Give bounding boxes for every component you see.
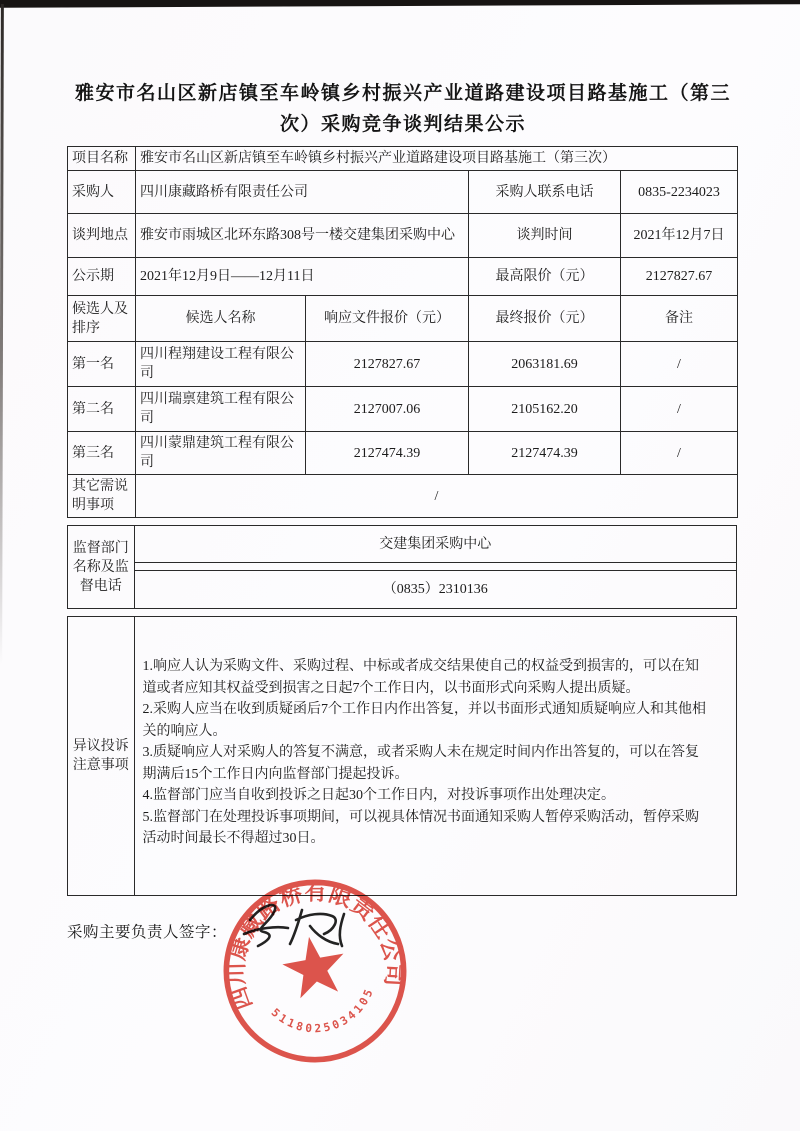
- publicity-value: 2021年12月9日——12月11日: [136, 258, 469, 296]
- venue-value: 雅安市雨城区北环东路308号一楼交建集团采购中心: [136, 214, 469, 258]
- section-divider: [135, 563, 737, 570]
- candidate-name: 四川程翔建设工程有限公司: [136, 342, 306, 387]
- svg-text:5118025034105: [266, 983, 382, 1044]
- candidate-doc-price: 2127007.06: [306, 387, 469, 432]
- purchaser-phone-label: 采购人联系电话: [469, 171, 621, 214]
- objection-item: 4.监督部门应当自收到投诉之日起30个工作日内，对投诉事项作出处理决定。: [142, 788, 615, 804]
- candidate-remark: /: [621, 432, 738, 475]
- objection-item: 5.监督部门在处理投诉事项期间，可以视具体情况书面通知采购人暂停采购活动，暂停采购活动时间最长不得超过30日。: [142, 809, 699, 847]
- candidate-remark: /: [621, 387, 738, 432]
- supervisor-section: [67, 525, 737, 609]
- table-row-candidate-3: [68, 432, 738, 475]
- candidate-name: 四川瑞禀建筑工程有限公司: [136, 387, 306, 432]
- table-row-project: [68, 147, 738, 171]
- section-divider: [67, 609, 737, 616]
- table-row-candidates-header: [68, 296, 738, 342]
- purchaser-label: 采购人: [68, 171, 136, 214]
- objection-item: 3.质疑响应人对采购人的答复不满意，或者采购人未在规定时间内作出答复的，可以在答复期满后15个工作日内向监督部门提起投诉。: [142, 745, 699, 782]
- candidate-final-price: 2105162.20: [469, 387, 621, 432]
- other-notes-label: 其它需说明事项: [68, 475, 136, 518]
- time-value: 2021年12月7日: [621, 214, 738, 258]
- table-row-purchaser: [68, 171, 738, 214]
- purchaser-value: 四川康藏路桥有限责任公司: [136, 171, 469, 214]
- signature-handwriting: [236, 890, 376, 965]
- page-title: 雅安市名山区新店镇至车岭镇乡村振兴产业道路建设项目路基施工（第三次）采购竞争谈判结果公示: [74, 83, 731, 135]
- publicity-label: 公示期: [68, 258, 136, 296]
- table-row-venue: [68, 214, 738, 258]
- supervisor-phone: （0835）2310136: [135, 570, 737, 608]
- candidates-remark-header: 备注: [621, 296, 738, 342]
- max-price-value: 2127827.67: [621, 258, 738, 296]
- candidates-final-price-header: 最终报价（元）: [469, 296, 621, 342]
- supervisor-name: 交建集团采购中心: [135, 526, 737, 563]
- candidate-rank: 第二名: [68, 387, 136, 432]
- max-price-label: 最高限价（元）: [469, 258, 621, 296]
- project-label: 项目名称: [68, 147, 136, 171]
- candidate-rank: 第一名: [68, 342, 136, 387]
- objection-notice-text: [135, 617, 737, 895]
- signature-label: 采购主要负责人签字：: [67, 924, 228, 941]
- other-notes-value: /: [136, 475, 738, 518]
- table-row-candidate-2: [68, 387, 738, 432]
- candidate-rank: 第三名: [68, 432, 136, 475]
- candidate-remark: /: [621, 342, 738, 387]
- venue-label: 谈判地点: [68, 214, 136, 258]
- purchaser-phone-value: 0835-2234023: [621, 171, 738, 214]
- seal-number: 5118025034105: [268, 985, 377, 1036]
- seal-company-name: 四川康藏路桥有限责任公司: [223, 879, 407, 1014]
- table-row-publicity: [68, 258, 738, 296]
- candidates-rank-header: 候选人及排序: [68, 296, 136, 342]
- supervisor-label: 监督部门名称及监督电话: [68, 526, 135, 608]
- objection-item: 2.采购人应当在收到质疑函后7个工作日内作出答复，并以书面形式通知质疑响应人和其他相关的响应人。: [142, 702, 706, 739]
- candidates-name-header: 候选人名称: [136, 296, 306, 342]
- candidate-doc-price: 2127474.39: [306, 432, 469, 475]
- company-seal: [191, 847, 439, 1095]
- candidate-final-price: 2127474.39: [469, 432, 621, 475]
- candidates-doc-price-header: 响应文件报价（元）: [306, 296, 469, 342]
- time-label: 谈判时间: [469, 214, 621, 258]
- objection-label: 异议投诉注意事项: [68, 617, 135, 895]
- result-table: [67, 146, 738, 518]
- table-row-other-notes: [68, 475, 738, 518]
- table-row-candidate-1: [68, 342, 738, 387]
- objection-item: 1.响应人认为采购文件、采购过程、中标或者成交结果使自己的权益受到损害的，可以在知道或者应知其权益受到损害之日起7个工作日内，以书面形式向采购人提出质疑。: [142, 659, 699, 696]
- candidate-doc-price: 2127827.67: [306, 342, 469, 387]
- candidate-name: 四川蒙鼎建筑工程有限公司: [136, 432, 306, 475]
- section-divider: [67, 518, 737, 525]
- candidate-final-price: 2063181.69: [469, 342, 621, 387]
- project-value: 雅安市名山区新店镇至车岭镇乡村振兴产业道路建设项目路基施工（第三次）: [136, 147, 738, 171]
